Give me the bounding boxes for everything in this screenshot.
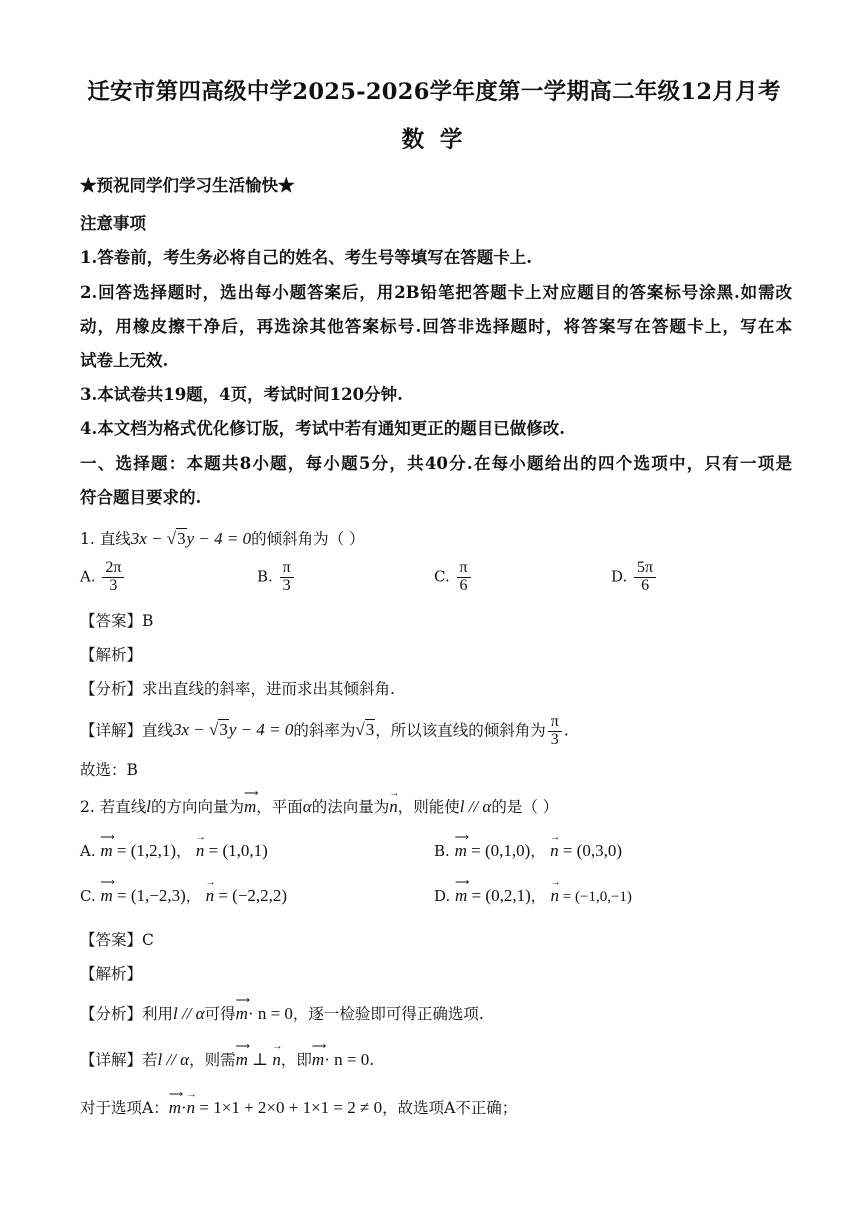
q2-option-b: B. ⟶ m = (0,1,0)， → n = (0,3,0) xyxy=(434,840,622,861)
q2-option-d: D. ⟶ m = (0,2,1)， → n = (−1,0,−1) xyxy=(434,885,632,906)
q1-analysis-label: 【解析】 xyxy=(80,646,143,664)
q1-detail: 【详解】直线3x − √3y − 4 = 0的斜率为√3，所以该直线的倾斜角为 $\frac{\pi}{3}$ . xyxy=(80,713,569,748)
q2-fenxi: 【分析】利用l // α可得⟶ m· n = 0，逐一检验即可得正确选项. xyxy=(80,1002,792,1024)
vector-n: → n xyxy=(389,797,398,817)
q1-option-a: A. $\frac{2\pi}{3}$ xyxy=(80,560,126,595)
note-2-end: 试卷上无效. xyxy=(80,351,169,370)
q2-option-a: A. ⟶ m = (1,2,1)， → n = (1,0,1) xyxy=(80,840,268,861)
exam-title: 迁安市第四高级中学2025-2026学年度第一学期高二年级12月月考 xyxy=(87,79,781,105)
q2-answer: 【答案】C xyxy=(80,931,154,949)
question-2-stem: 2. 若直线l的方向向量为⟶ m，平面α的法向量为→ n，则能使l // α的是（ ） xyxy=(80,795,792,817)
q2-detail: 【详解】若l // α，则需⟶ m ⊥ → n，即⟶ m· n = 0. xyxy=(80,1048,792,1070)
q2-analysis-label: 【解析】 xyxy=(80,965,143,983)
q1-option-b: B. $\frac{\pi}{3}$ xyxy=(257,560,296,595)
subject-title: 数 学 xyxy=(401,127,467,153)
q1-answer: 【答案】B xyxy=(80,612,154,630)
note-1: 1.答卷前，考生务必将自己的姓名、考生号等填写在答题卡上. xyxy=(80,248,532,267)
notice-title: 注意事项 xyxy=(80,214,146,233)
q2-check-a: 对于选项A：⟶ m·→ n = 1×1 + 2×0 + 1×1 = 2 ≠ 0，故选项A不正确； xyxy=(80,1096,792,1118)
q2-option-c: C. ⟶ m = (1,−2,3)， → n = (−2,2,2) xyxy=(80,885,287,906)
note-3: 3.本试卷共19题，4页，考试时间120分钟. xyxy=(80,385,403,404)
section-title-cont: 符合题目要求的. xyxy=(80,488,202,507)
line-equation: 3x − √3y − 4 = 0 xyxy=(130,529,252,548)
vector-m: ⟶ m xyxy=(244,797,256,817)
q1-fenxi: 【分析】求出直线的斜率，进而求出其倾斜角. xyxy=(80,680,395,698)
question-1-stem: 1. 直线3x − √3y − 4 = 0的倾斜角为（ ） xyxy=(80,529,365,548)
wish-text: ★预祝同学们学习生活愉快★ xyxy=(80,176,295,195)
sqrt-3: √3 xyxy=(166,529,186,548)
q1-option-c: C. $\frac{\pi}{6}$ xyxy=(434,560,473,595)
section-title: 一、选择题：本题共8小题，每小题5分，共40分.在每小题给出的四个选项中，只有一项是 xyxy=(80,454,792,473)
note-2: 2.回答选择题时，选出每小题答案后，用2B铅笔把答题卡上对应题目的答案标号涂黑.如需改 xyxy=(80,283,792,302)
q1-option-d: D. $\frac{5\pi}{6}$ xyxy=(611,560,658,595)
q1-choose: 故选：B xyxy=(80,761,138,779)
note-2-cont: 动，用橡皮擦干净后，再选涂其他答案标号.回答非选择题时，将答案写在答题卡上，写在本 xyxy=(80,317,792,336)
note-4: 4.本文档为格式优化修订版，考试中若有通知更正的题目已做修改. xyxy=(80,419,565,438)
